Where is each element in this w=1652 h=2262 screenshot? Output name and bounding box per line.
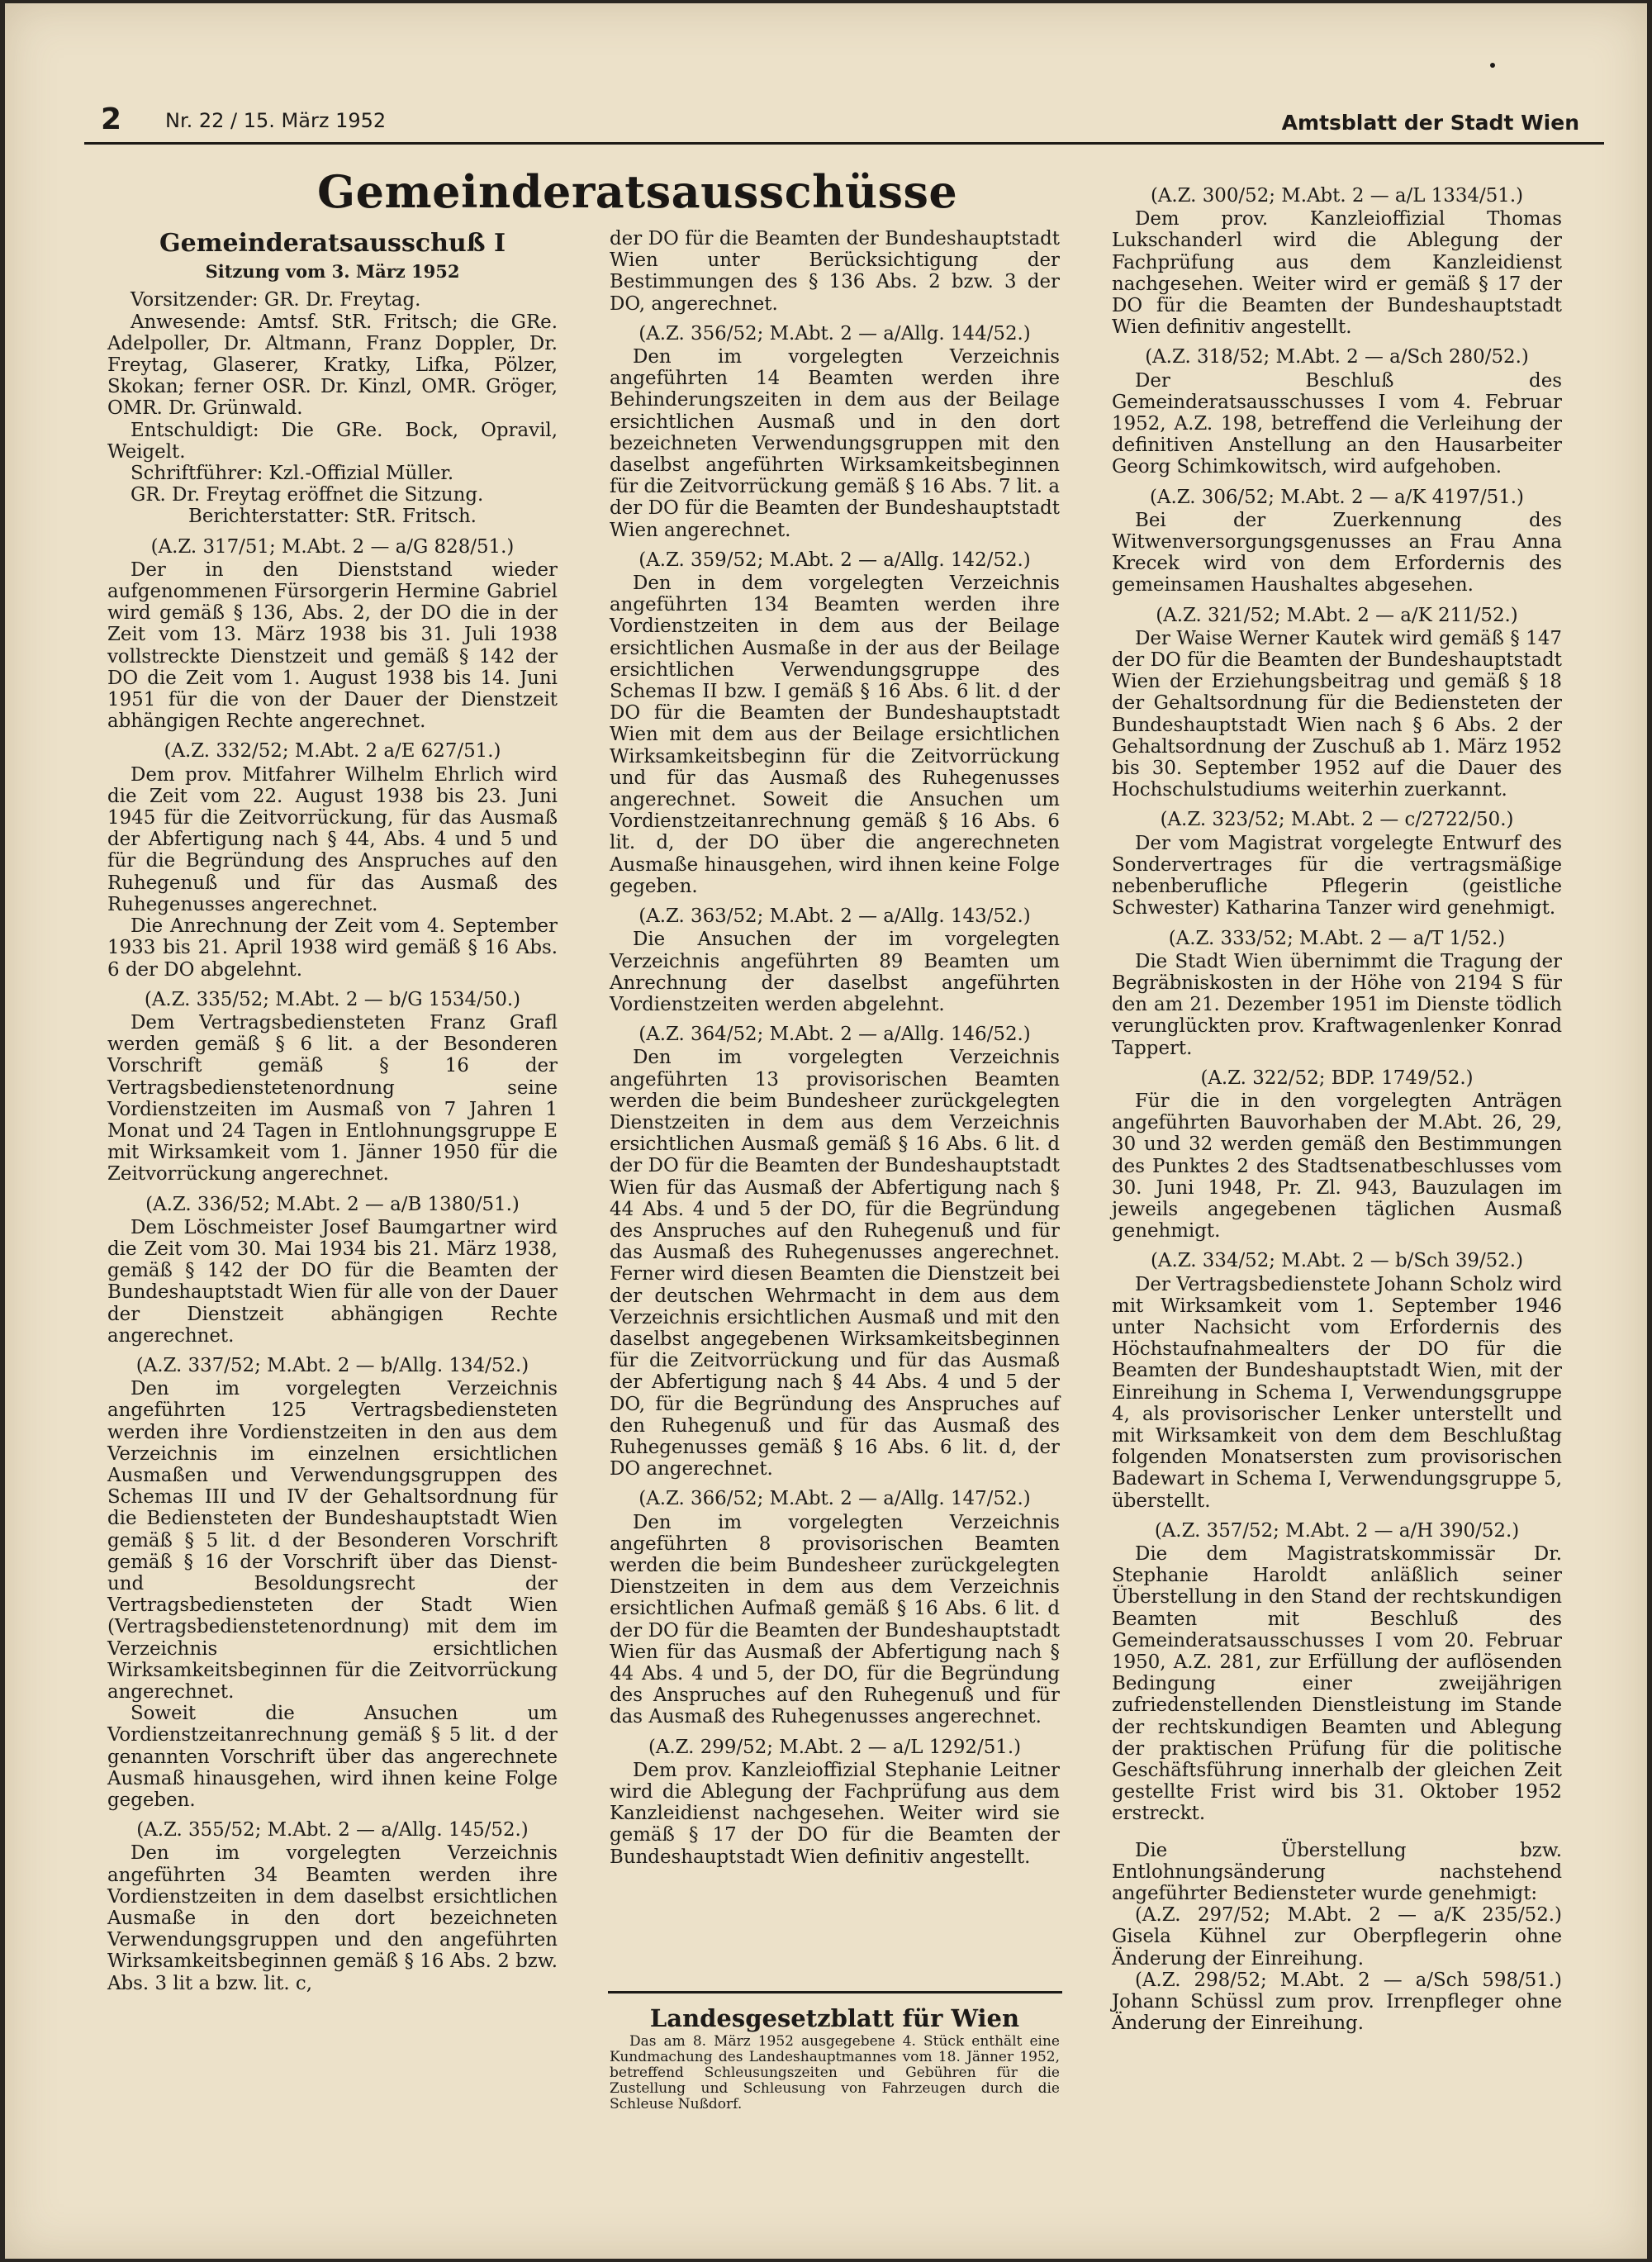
paragraph: Den im vorgelegten Verzeichnis angeführten 34 Beamten werden ihre Vordienstzeiten in dem daselbst ersichtlichen Ausmaße in den dort bezeichneten Verwendungsgruppen und den angeführten Wirksamkeitsbeginnen gemäß § 16 Abs. 2 bzw. Abs. 3 lit a bzw. lit. c, [107,1842,558,1994]
file-reference: (A.Z. 336/52; M.Abt. 2 — a/B 1380/51.) [145,1193,520,1215]
paragraph: Die Anrechnung der Zeit vom 4. September 1933 bis 21. April 1938 wird gemäß § 16 Abs. 6 der DO abgelehnt. [107,915,558,981]
landesgesetzblatt-title: Landesgesetzblatt für Wien [649,2004,1020,2032]
paragraph: GR. Dr. Freytag eröffnet die Sitzung. [131,484,484,506]
landesgesetzblatt-text: Das am 8. März 1952 ausgegebene 4. Stück enthält eine Kundmachung des Landeshauptmannes vom 18. Jänner 1952, betreffend Schleusungszeiten und Gebühren für die Zustellung und Schleusung von Fahrzeugen durch die Schleuse Nußdorf. [610,2033,1060,2113]
paragraph: (A.Z. 297/52; M.Abt. 2 — a/K 235/52.) Gisela Kühnel zur Oberpflegerin ohne Änderung der Einreihung. [1112,1904,1562,1970]
file-reference: (A.Z. 317/51; M.Abt. 2 — a/G 828/51.) [150,535,515,558]
file-reference: (A.Z. 323/52; M.Abt. 2 — c/2722/50.) [1160,809,1514,831]
paragraph: Den im vorgelegten Verzeichnis angeführten 8 provisorischen Beamten werden die beim Bundesheer zurückgelegten Dienstzeiten in dem aus dem Verzeichnis ersichtlichen Aufmaß gemäß § 16 Abs. 6 lit. d der DO für die Beamten der Bundeshauptstadt Wien für das Ausmaß der Abfertigung nach § 44 Abs. 4 und 5, der DO, für die Begründung des Anspruches auf den Ruhegenuß und für das Ausmaß des Ruhegenusses angerechnet. [610,1511,1060,1728]
paragraph: Soweit die Ansuchen um Vordienstzeitanrechnung gemäß § 5 lit. d der genannten Vorschrift über das angerechnete Ausmaß hinausgehen, wird ihnen keine Folge gegeben. [107,1703,558,1812]
paragraph: der DO für die Beamten der Bundeshauptstadt Wien unter Berücksichtigung der Bestimmungen des § 136 Abs. 2 bzw. 3 der DO, angerechnet. [610,228,1060,315]
paragraph: Den im vorgelegten Verzeichnis angeführten 125 Vertragsbediensteten werden ihre Vordienstzeiten in den aus dem Verzeichnis im einzelnen ersichtlichen Ausmaßen und Verwendungsgruppen des Schemas III und IV der Gehaltsordnung für die Bediensteten der Bundeshauptstadt Wien gemäß § 5 lit. d der Besonderen Vorschrift gemäß § 16 der Vorschrift über das Dienst- und Besoldungsrecht der Vertragsbediensteten der Stadt Wien (Vertragsbedienstetenordnung) mit dem im Verzeichnis ersichtlichen Wirksamkeitsbeginnen für die Zeitvorrückung angerechnet. [107,1378,558,1703]
newspaper-page [5,3,1647,2259]
paragraph: Die dem Magistratskommissär Dr. Stephanie Haroldt anläßlich seiner Überstellung in den Stand der rechtskundigen Beamten mit Beschluß des Gemeinderatsausschusses I vom 20. Februar 1950, A.Z. 281, zur Erfüllung der auflösenden Bedingung einer zweijährigen zufriedenstellenden Dienstleistung im Stande der rechtskundigen Beamten und Ablegung der praktischen Prüfung für die politische Geschäftsführung innerhalb der gleichen Zeit gestellte Frist wird bis 31. Oktober 1952 erstreckt. [1112,1542,1562,1825]
page-title: Gemeinderatsausschüsse [317,165,958,218]
paragraph: Schriftführer: Kzl.-Offizial Müller. [131,463,454,485]
paragraph: Dem Vertragsbediensteten Franz Grafl werden gemäß § 6 lit. a der Besonderen Vorschrift gemäß § 16 der Vertragsbedienstetenordnung seine Vordienstzeiten im Ausmaß von 7 Jahren 1 Monat und 24 Tagen in Entlohnungsgruppe E mit Wirksamkeit vom 1. Jänner 1950 für die Zeitvorrückung angerechnet. [107,1011,558,1186]
paragraph: Vorsitzender: GR. Dr. Freytag. [131,289,421,311]
paragraph: Der in den Dienststand wieder aufgenommenen Fürsorgerin Hermine Gabriel wird gemäß § 136, Abs. 2, der DO die in der Zeit vom 13. März 1938 bis 31. Juli 1938 vollstreckte Dienstzeit und gemäß § 142 der DO die Zeit vom 1. August 1938 bis 14. Juni 1951 für die von der Dauer der Dienstzeit abhängigen Rechte angerechnet. [107,558,558,733]
paragraph: Anwesende: Amtsf. StR. Fritsch; die GRe. Adelpoller, Dr. Altmann, Franz Doppler, Dr. Freytag, Glaserer, Kratky, Lifka, Pölzer, Skokan; ferner OSR. Dr. Kinzl, OMR. Gröger, OMR. Dr. Grünwald. [107,311,558,420]
spacer [1112,1825,1562,1840]
paragraph: Dem prov. Kanzleioffizial Thomas Lukschanderl wird die Ablegung der Fachprüfung aus dem Kanzleidienst nachgesehen. Weiter wird er gemäß § 17 der DO für die Beamten der Bundeshauptstadt Wien definitiv angestellt. [1112,208,1562,339]
paragraph: Die Ansuchen der im vorgelegten Verzeichnis angeführten 89 Beamten um Anrechnung der daselbst angeführten Vordienstzeiten werden abgelehnt. [610,929,1060,1015]
paragraph: Dem prov. Mitfahrer Wilhelm Ehrlich wird die Zeit vom 22. August 1938 bis 23. Juni 1945 für die Zeitvorrückung, für das Ausmaß der Abfertigung nach § 44, Abs. 4 und 5 und für die Begründung des Anspruches auf den Ruhegenuß und für das Ausmaß des Ruhegenusses angerechnet. [107,763,558,915]
paragraph: Den in dem vorgelegten Verzeichnis angeführten 134 Beamten werden ihre Vordienstzeiten in dem aus der Beilage ersichtlichen Ausmaße in der aus der Beilage ersichtlichen Verwendungsgruppe des Schemas II bzw. I gemäß § 16 Abs. 6 lit. d der DO für die Beamten der Bundeshauptstadt Wien mit dem aus der Beilage ersichtlichen Wirksamkeitsbeginn für die Zeitvorrückung und für das Ausmaß des Ruhegenusses angerechnet. Soweit die Ansuchen um Vordienstzeitanrechnung gemäß § 16 Abs. 6 lit. d, der DO über die angerechneten Ausmaße hinausgehen, wird ihnen keine Folge gegeben. [610,573,1060,897]
paragraph: Der vom Magistrat vorgelegte Entwurf des Sondervertrages für die vertragsmäßige nebenberufliche Pflegerin (geistliche Schwester) Katharina Tanzer wird genehmigt. [1112,832,1562,920]
file-reference: (A.Z. 337/52; M.Abt. 2 — b/Allg. 134/52.) [135,1354,529,1376]
column-1 [107,228,558,1994]
file-reference: (A.Z. 333/52; M.Abt. 2 — a/T 1/52.) [1168,927,1506,949]
rapporteur-line: Berichterstatter: StR. Fritsch. [188,506,477,528]
column-2 [610,228,1060,1868]
file-reference: (A.Z. 366/52; M.Abt. 2 — a/Allg. 147/52.) [638,1488,1031,1510]
committee-heading: Gemeinderatsausschuß I [159,229,506,258]
paragraph: Für die in den vorgelegten Anträgen angeführten Bauvorhaben der M.Abt. 26, 29, 30 und 32 werden gemäß den Bestimmungen des Punktes 2 des Stadtsenatbeschlusses vom 30. Juni 1948, Pr. Zl. 943, Bauzulagen im jeweils angegebenen täglichen Ausmaß genehmigt. [1112,1090,1562,1243]
paragraph: Entschuldigt: Die GRe. Bock, Opravil, Weigelt. [107,419,558,463]
paragraph: Den im vorgelegten Verzeichnis angeführten 13 provisorischen Beamten werden die beim Bundesheer zurückgelegten Dienstzeiten in dem aus dem Verzeichnis ersichtlichen Ausmaß gemäß § 16 Abs. 6 lit. d der DO für die Beamten der Bundeshauptstadt Wien für das Ausmaß der Abfertigung nach § 44 Abs. 4 und 5 der DO, für die Begründung des Anspruches auf den Ruhegenuß und für das Ausmaß des Ruhegenusses angerechnet. Ferner wird diesen Beamten die Dienstzeit bei der deutschen Wehrmacht in dem aus dem Verzeichnis ersichtlichen Ausmaß und mit den daselbst angegebenen Wirksamkeitsbeginnen für die Zeitvorrückung und für das Ausmaß der Abfertigung nach § 44 Abs. 4 und 5 der DO, für die Begründung des Anspruches auf den Ruhegenuß und für das Ausmaß des Ruhegenusses gemäß § 16 Abs. 6 lit. d, der DO angerechnet. [610,1047,1060,1480]
paragraph: Der Vertragsbedienstete Johann Scholz wird mit Wirksamkeit vom 1. September 1946 unter Nachsicht vom Erfordernis des Höchstaufnahmealters der DO für die Beamten der Bundeshauptstadt Wien, mit der Einreihung in Schema I, Verwendungsgruppe 4, als provisorischer Lenker unterstellt und mit Wirksamkeit von dem dem Beschlußtag folgenden Monatsersten zum provisorischen Badewart in Schema I, Verwendungsgruppe 5, überstellt. [1112,1273,1562,1512]
file-reference: (A.Z. 359/52; M.Abt. 2 — a/Allg. 142/52.) [638,549,1031,571]
paragraph: Der Waise Werner Kautek wird gemäß § 147 der DO für die Beamten der Bundeshauptstadt Wien der Erziehungsbeitrag und gemäß § 18 der Gehaltsordnung für die Bediensteten der Bundeshauptstadt Wien nach § 6 Abs. 2 der Gehaltsordnung der Zuschuß ab 1. März 1952 bis 30. September 1952 auf die Dauer des Hochschulstudiums weiterhin zuerkannt. [1112,627,1562,801]
page-header [84,104,1604,145]
section-divider [608,1991,1062,1994]
paragraph: Der Beschluß des Gemeinderatsausschusses I vom 4. Februar 1952, A.Z. 198, betreffend die Verleihung der definitiven Anstellung an den Hausarbeiter Georg Schimkowitsch, wird aufgehoben. [1112,369,1562,478]
file-reference: (A.Z. 322/52; BDP. 1749/52.) [1200,1067,1474,1089]
file-reference: (A.Z. 306/52; M.Abt. 2 — a/K 4197/51.) [1149,486,1524,508]
paragraph: Die Stadt Wien übernimmt die Tragung der Begräbniskosten in der Höhe von 2194 S für den am 21. Dezember 1951 im Dienste tödlich verunglückten prov. Kraftwagenlenker Konrad Tappert. [1112,950,1562,1059]
paragraph: Die Überstellung bzw. Entlohnungsänderung nachstehend angeführter Bediensteter wurde genehmigt: [1112,1839,1562,1905]
file-reference: (A.Z. 299/52; M.Abt. 2 — a/L 1292/51.) [648,1736,1022,1758]
paragraph: Dem prov. Kanzleioffizial Stephanie Leitner wird die Ablegung der Fachprüfung aus dem Kanzleidienst nachgesehen. Weiter wird sie gemäß § 17 der DO für die Beamten der Bundeshauptstadt Wien definitiv angestellt. [610,1759,1060,1868]
issue-date: Nr. 22 / 15. März 1952 [165,109,387,132]
paragraph: Den im vorgelegten Verzeichnis angeführten 14 Beamten werden ihre Behinderungszeiten in dem aus der Beilage ersichtlichen Ausmaß und in den dort bezeichneten Verwendungsgruppen mit den daselbst angeführten Wirksamkeitsbeginnen für die Zeitvorrückung gemäß § 16 Abs. 7 lit. a der DO für die Beamten der Bundeshauptstadt Wien angerechnet. [610,346,1060,541]
file-reference: (A.Z. 356/52; M.Abt. 2 — a/Allg. 144/52.) [638,322,1031,345]
paragraph: (A.Z. 298/52; M.Abt. 2 — a/Sch 598/51.) Johann Schüssl zum prov. Irrenpfleger ohne Änderung der Einreihung. [1112,1969,1562,2035]
page-number: 2 [101,102,122,136]
file-reference: (A.Z. 321/52; M.Abt. 2 — a/K 211/52.) [1156,604,1518,626]
publication-name: Amtsblatt der Stadt Wien [1281,111,1579,135]
file-reference: (A.Z. 300/52; M.Abt. 2 — a/L 1334/51.) [1150,185,1524,207]
print-speck [1490,63,1495,68]
landesgesetzblatt-box [610,2001,1060,2112]
file-reference: (A.Z. 364/52; M.Abt. 2 — a/Allg. 146/52.) [638,1024,1031,1046]
column-3 [1112,177,1562,2034]
file-reference: (A.Z. 357/52; M.Abt. 2 — a/H 390/52.) [1154,1519,1520,1542]
file-reference: (A.Z. 332/52; M.Abt. 2 a/E 627/51.) [164,740,501,763]
paragraph: Bei der Zuerkennung des Witwenversorgungsgenusses an Frau Anna Krecek wird von dem Erfordernis des gemeinsamen Haushaltes abgesehen. [1112,509,1562,596]
session-date: Sitzung vom 3. März 1952 [205,261,460,283]
file-reference: (A.Z. 334/52; M.Abt. 2 — b/Sch 39/52.) [1150,1250,1524,1272]
file-reference: (A.Z. 318/52; M.Abt. 2 — a/Sch 280/52.) [1145,346,1529,368]
file-reference: (A.Z. 363/52; M.Abt. 2 — a/Allg. 143/52.) [638,905,1031,928]
file-reference: (A.Z. 355/52; M.Abt. 2 — a/Allg. 145/52.) [136,1819,529,1841]
paragraph: Dem Löschmeister Josef Baumgartner wird die Zeit vom 30. Mai 1934 bis 21. März 1938, gemäß § 142 der DO für die Beamten der Bundeshauptstadt Wien für alle von der Dauer der Dienstzeit abhängigen Rechte angerechnet. [107,1216,558,1347]
file-reference: (A.Z. 335/52; M.Abt. 2 — b/G 1534/50.) [144,988,521,1010]
